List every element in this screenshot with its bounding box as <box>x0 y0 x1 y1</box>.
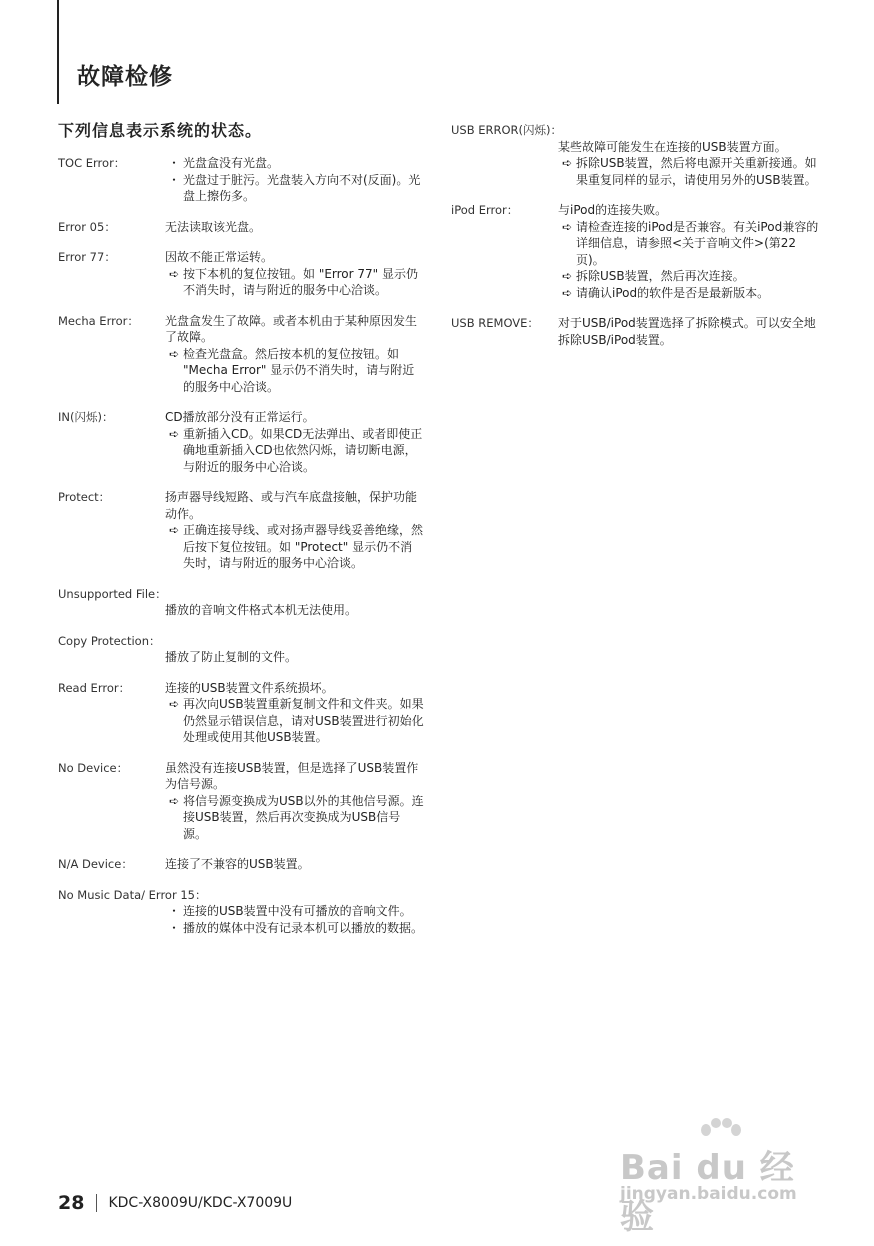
error-row <box>58 313 424 396</box>
error-content <box>558 139 819 189</box>
remedy-text: 请确认iPod的软件是否是最新版本。 <box>576 285 770 300</box>
error-entry <box>58 887 424 937</box>
error-label: Protect： <box>58 490 111 504</box>
error-description: 无法读取该光盘。 <box>165 219 262 234</box>
bullet-icon: ・ <box>167 904 180 918</box>
error-label: Copy Protection： <box>58 633 161 648</box>
remedy-text: 拆除USB装置，然后将电源开关重新接通。如果重复同样的显示，请使用另外的USB装置。 <box>576 156 817 187</box>
right-column <box>451 122 819 362</box>
error-content <box>165 856 424 873</box>
remedy-text: 再次向USB装置重新复制文件和文件夹。如果仍然显示错误信息，请对USB装置进行初始化处理或使用其他USB装置。 <box>183 697 424 744</box>
remedy-item <box>558 268 819 285</box>
error-row <box>451 315 819 348</box>
arrow-icon: ➪ <box>561 156 573 170</box>
error-content <box>165 680 424 746</box>
model-name: KDC-X8009U/KDC-X7009U <box>108 1195 293 1211</box>
error-entry <box>58 680 424 746</box>
page-title: 故障检修 <box>77 64 173 90</box>
remedy-item <box>165 696 424 746</box>
arrow-icon: ➪ <box>168 426 180 441</box>
arrow-icon: ➪ <box>561 219 573 234</box>
remedy-text: 重新插入CD。如果CD无法弹出、或者即使正确地重新插入CD也依然闪烁，请切断电源，与附近的服务中心洽谈。 <box>183 426 423 474</box>
error-description: 对于USB/iPod装置选择了拆除模式。可以安全地拆除USB/iPod装置。 <box>558 316 816 347</box>
arrow-icon: ➪ <box>168 793 180 808</box>
footer-divider <box>96 1194 97 1212</box>
error-description: 播放了防止复制的文件。 <box>165 650 298 664</box>
error-content <box>165 602 424 619</box>
error-label: TOC Error： <box>58 156 126 170</box>
error-content <box>165 313 424 396</box>
error-entry <box>58 489 424 572</box>
arrow-icon: ➪ <box>561 269 573 283</box>
error-label: No Device： <box>58 760 129 775</box>
error-entry <box>58 760 424 843</box>
error-content <box>558 202 819 301</box>
error-label: Mecha Error： <box>58 313 139 328</box>
error-description: 连接了不兼容的USB装置。 <box>165 857 310 871</box>
header-rule <box>57 0 59 104</box>
error-label: Error 77： <box>58 250 116 264</box>
error-content <box>165 155 424 205</box>
error-row <box>58 219 424 236</box>
error-description: 播放的音响文件格式本机无法使用。 <box>165 603 358 617</box>
page-number: 28 <box>58 1192 85 1214</box>
remedy-item <box>165 172 424 205</box>
error-label: USB REMOVE： <box>451 316 539 330</box>
remedy-item <box>165 266 424 299</box>
error-description: 虽然没有连接USB装置，但是选择了USB装置作为信号源。 <box>165 760 419 791</box>
remedy-text: 按下本机的复位按钮。如 "Error 77" 显示仍不消失时，请与附近的服务中心洽谈。 <box>183 266 419 297</box>
error-entry <box>451 202 819 301</box>
error-content <box>165 409 424 475</box>
bullet-icon: ・ <box>167 156 180 170</box>
error-entry <box>451 315 819 348</box>
section-title: 下列信息表示系统的状态。 <box>58 121 263 140</box>
right-entry-list <box>451 122 819 348</box>
error-label: Read Error： <box>58 680 131 695</box>
error-description: 连接的USB装置文件系统损坏。 <box>165 680 334 695</box>
baidu-watermark <box>620 1118 820 1237</box>
error-entry <box>58 219 424 236</box>
remedy-item <box>165 903 424 920</box>
bullet-icon: ・ <box>167 920 180 935</box>
error-entry <box>58 313 424 396</box>
error-row <box>58 155 424 205</box>
error-row <box>58 249 424 299</box>
arrow-icon: ➪ <box>168 523 180 537</box>
error-content <box>165 219 424 236</box>
error-content <box>165 760 424 843</box>
left-column <box>58 118 424 950</box>
arrow-icon: ➪ <box>168 266 180 281</box>
error-row <box>58 760 424 843</box>
remedy-item <box>165 522 424 572</box>
error-row <box>58 856 424 873</box>
error-label: IN(闪烁)： <box>58 410 114 424</box>
arrow-icon: ➪ <box>561 285 573 300</box>
remedy-text: 连接的USB装置中没有可播放的音响文件。 <box>183 904 412 918</box>
error-content <box>165 903 424 936</box>
error-entry <box>58 856 424 873</box>
error-content <box>558 315 819 348</box>
error-content <box>165 489 424 572</box>
remedy-text: 播放的媒体中没有记录本机可以播放的数据。 <box>183 920 424 935</box>
page-footer <box>58 1192 292 1214</box>
error-row <box>58 680 424 746</box>
remedy-text: 请检查连接的iPod是否兼容。有关iPod兼容的详细信息，请参照<关于音响文件>(第22页)。 <box>576 219 819 267</box>
error-entry <box>58 633 424 666</box>
error-label: N/A Device： <box>58 857 133 871</box>
error-entry <box>451 122 819 188</box>
error-entry <box>58 249 424 299</box>
remedy-text: 光盘盒没有光盘。 <box>183 156 280 170</box>
remedy-text: 检查光盘盒。然后按本机的复位按钮。如 "Mecha Error" 显示仍不消失时，请与附近的服务中心洽谈。 <box>183 346 415 394</box>
watermark-url: jingyan.baidu.com <box>620 1184 797 1204</box>
error-entry <box>58 155 424 205</box>
error-label: No Music Data/ Error 15： <box>58 887 207 902</box>
error-row <box>451 202 819 301</box>
error-description: 光盘盒发生了故障。或者本机由于某种原因发生了故障。 <box>165 313 418 344</box>
error-row <box>58 409 424 475</box>
error-entry <box>58 409 424 475</box>
remedy-item <box>165 920 424 937</box>
remedy-item <box>165 155 424 172</box>
left-entry-list <box>58 155 424 936</box>
error-entry <box>58 586 424 619</box>
watermark-brand: Bai du 经验 <box>620 1148 795 1237</box>
arrow-icon: ➪ <box>168 697 180 711</box>
error-content <box>165 249 424 299</box>
error-description: 与iPod的连接失败。 <box>558 203 668 217</box>
error-label: iPod Error： <box>451 203 519 217</box>
remedy-item <box>558 285 819 302</box>
error-description: CD播放部分没有正常运行。 <box>165 410 315 424</box>
remedy-item <box>165 426 424 476</box>
remedy-text: 光盘过于脏污。光盘装入方向不对(反面)。光盘上擦伤多。 <box>183 172 421 203</box>
error-description: 扬声器导线短路、或与汽车底盘接触，保护功能动作。 <box>165 490 418 521</box>
remedy-text: 正确连接导线、或对扬声器导线妥善绝缘，然后按下复位按钮。如 "Protect" 显示仍不消失时，请与附近的服务中心洽谈。 <box>183 523 424 570</box>
error-label: USB ERROR(闪烁)： <box>451 123 563 137</box>
error-description: 因故不能正常运转。 <box>165 250 274 264</box>
remedy-item <box>165 793 424 843</box>
remedy-text: 拆除USB装置，然后再次连接。 <box>576 269 745 283</box>
error-row <box>58 489 424 572</box>
remedy-item <box>558 155 819 188</box>
bullet-icon: ・ <box>167 172 180 187</box>
error-label: Unsupported File： <box>58 586 167 601</box>
remedy-item <box>165 346 424 396</box>
remedy-item <box>558 219 819 269</box>
error-description: 某些故障可能发生在连接的USB装置方面。 <box>558 139 787 154</box>
remedy-text: 将信号源变换成为USB以外的其他信号源。连接USB装置，然后再次变换成为USB信号源。 <box>183 793 424 841</box>
arrow-icon: ➪ <box>168 346 180 361</box>
error-label: Error 05： <box>58 219 116 234</box>
error-content <box>165 649 424 666</box>
